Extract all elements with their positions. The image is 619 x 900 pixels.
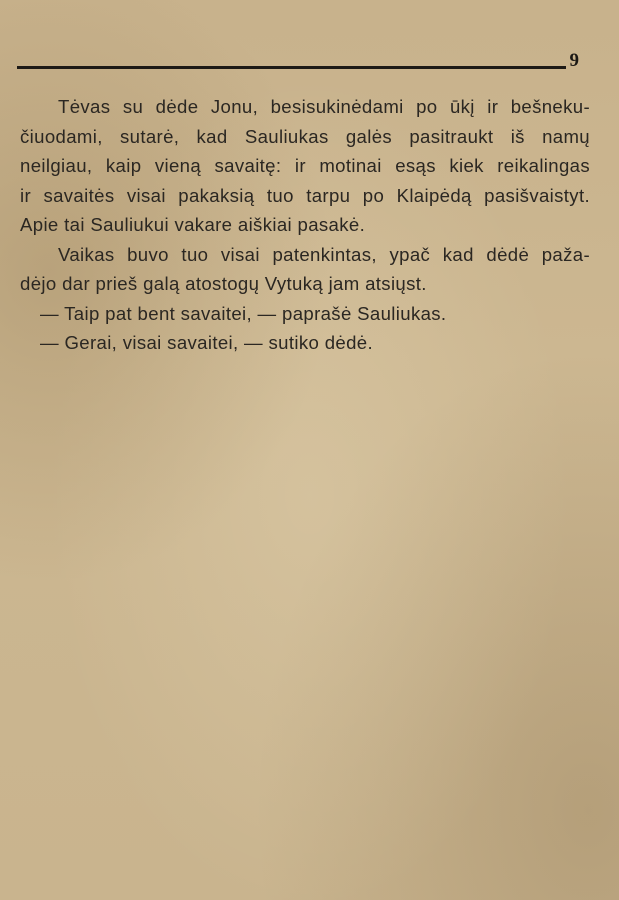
body-text — [20, 92, 590, 358]
dialogue-line: — Gerai, visai savaitei, — sutiko dėdė. — [40, 332, 373, 353]
text-line: dėjo dar prieš galą atostogų Vytuką jam atsiųst. — [20, 273, 427, 294]
text-line: neilgiau, kaip vieną savaitę: ir motinai esąs kiek reikalingas — [20, 155, 590, 176]
text-line: ir savaitės visai pakaksią tuo tarpu po Klaipėdą pasišvaistyt. — [20, 184, 590, 206]
header-rule — [17, 66, 566, 69]
dialogue-line: — Taip pat bent savaitei, — paprašė Sauliukas. — [40, 302, 447, 324]
text-line: Tėvas su dėde Jonu, besisukinėdami po ūkį ir bešneku- — [58, 96, 590, 117]
page-number: 9 — [569, 50, 579, 71]
text-line: čiuodami, sutarė, kad Sauliukas galės pasitraukt iš namų — [20, 125, 590, 147]
text-line: Vaikas buvo tuo visai patenkintas, ypač kad dėdė paža- — [58, 243, 590, 265]
text-line: Apie tai Sauliukui vakare aiškiai pasakė. — [20, 214, 366, 235]
